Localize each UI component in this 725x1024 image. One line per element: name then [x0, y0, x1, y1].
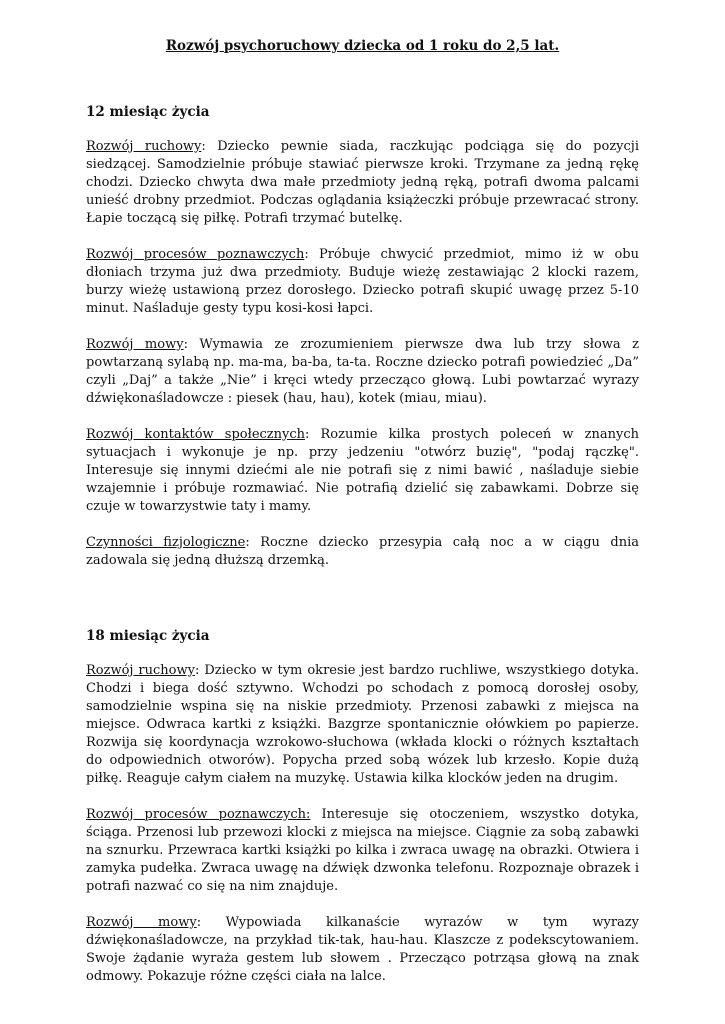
paragraph-label: Rozwój kontaktów społecznych	[86, 427, 306, 442]
paragraph-speech-development-12	[86, 336, 639, 408]
paragraph-motor-development-12	[86, 138, 639, 228]
paragraph-speech-development-18	[86, 914, 639, 986]
paragraph-text: : Roczne dziecko przesypia całą noc a w ciągu dnia zadowala się jedną dłuższą drzemką.	[86, 535, 639, 568]
paragraph-text: : Próbuje chwycić przedmiot, mimo iż w obu dłoniach trzyma już dwa przedmioty. Buduje wieżę zestawiając 2 klocki razem, burzy wieżę ustawioną przez dorosłego. Dziecko potrafi skupić uwagę przez 5-10 minut. Naśladuje gesty typu kosi-kosi łapci.	[86, 247, 639, 316]
paragraph-text: Interesuje się otoczeniem, wszystko dotyka, ściąga. Przenosi lub przewozi klocki z miejsca na miejsce. Ciągnie za sobą zabawki na sznurku. Przewraca kartki książki po kilka i zwraca uwagę na obrazki. Otwiera i zamyka pudełka. Zwraca uwagę na dźwięk dzwonka telefonu. Rozpoznaje obrazek i potrafi nazwać co się na nim znajduje.	[86, 807, 639, 894]
paragraph-text: : Dziecko w tym okresie jest bardzo ruchliwe, wszystkiego dotyka. Chodzi i biega dość sztywno. Wchodzi po schodach z pomocą dorosłej osoby, samodzielnie wspina się na niskie przedmioty. Przenosi zabawki z miejsca na miejsce. Odwraca kartki z książki. Bazgrze spontanicznie ołówkiem po papierze. Rozwija się koordynacja wzrokowo-słuchowa (wkłada klocki o różnych kształtach do odpowiednich otworów). Popycha przed sobą wózek lub krzesło. Kopie dużą piłkę. Reaguje całym ciałem na muzykę. Ustawia kilka klocków jeden na drugim.	[86, 663, 639, 786]
paragraph-text: : Wypowiada kilkanaście wyrazów w tym wyrazy dźwiękonaśladowcze, na przykład tik-tak, hau-hau. Klaszcze z podekscytowaniem. Swoje żądanie wyraża gestem lub słowem . Przecząco potrząsa głową na znak odmowy. Pokazuje różne części ciała na lalce.	[86, 915, 639, 984]
paragraph-cognitive-development-12	[86, 246, 639, 318]
section-heading-12-months: 12 miesiąc życia	[86, 104, 210, 120]
paragraph-social-development-12	[86, 426, 639, 516]
paragraph-label: Rozwój mowy	[86, 337, 184, 352]
paragraph-physiology-12	[86, 534, 639, 570]
document-title: Rozwój psychoruchowy dziecka od 1 roku do 2,5 lat.	[165, 38, 560, 54]
paragraph-cognitive-development-18	[86, 806, 639, 896]
paragraph-label: Rozwój ruchowy	[86, 139, 202, 154]
paragraph-text: : Rozumie kilka prostych poleceń w znanych sytuacjach i wykonuje je np. przy jedzeniu "otwórz buzię", "podaj rączkę". Interesuje się innymi dziećmi ale nie potrafi się z nimi bawić , naśladuje siebie wzajemnie i próbuje rozmawiać. Nie potrafią dzielić się zabawkami. Dobrze się czuje w towarzystwie taty i mamy.	[86, 427, 639, 514]
paragraph-text: : Wymawia ze zrozumieniem pierwsze dwa lub trzy słowa z powtarzaną sylabą np. ma-ma, ba-ba, ta-ta. Roczne dziecko potrafi powiedzieć „Da” czyli „Daj” a także „Nie” i kręci wtedy przecząco głową. Lubi powtarzać wyrazy dźwiękonaśladowcze : piesek (hau, hau), kotek (miau, miau).	[86, 337, 639, 406]
paragraph-label: Rozwój ruchowy	[86, 663, 195, 678]
paragraph-motor-development-18	[86, 662, 639, 788]
paragraph-label: Rozwój procesów poznawczych:	[86, 807, 311, 822]
paragraph-label: Rozwój procesów poznawczych	[86, 247, 305, 262]
paragraph-label: Czynności fizjologiczne	[86, 535, 246, 550]
paragraph-label: Rozwój mowy	[86, 915, 197, 930]
paragraph-text: : Dziecko pewnie siada, raczkując podciąga się do pozycji siedzącej. Samodzielnie próbuje stawiać pierwsze kroki. Trzymane za jedną rękę chodzi. Dziecko chwyta dwa małe przedmioty jedną ręką, potrafi dwoma palcami unieść drobny przedmiot. Podczas oglądania książeczki próbuje przewracać strony. Łapie toczącą się piłkę. Potrafi trzymać butelkę.	[86, 139, 639, 226]
section-heading-18-months: 18 miesiąc życia	[86, 628, 210, 644]
